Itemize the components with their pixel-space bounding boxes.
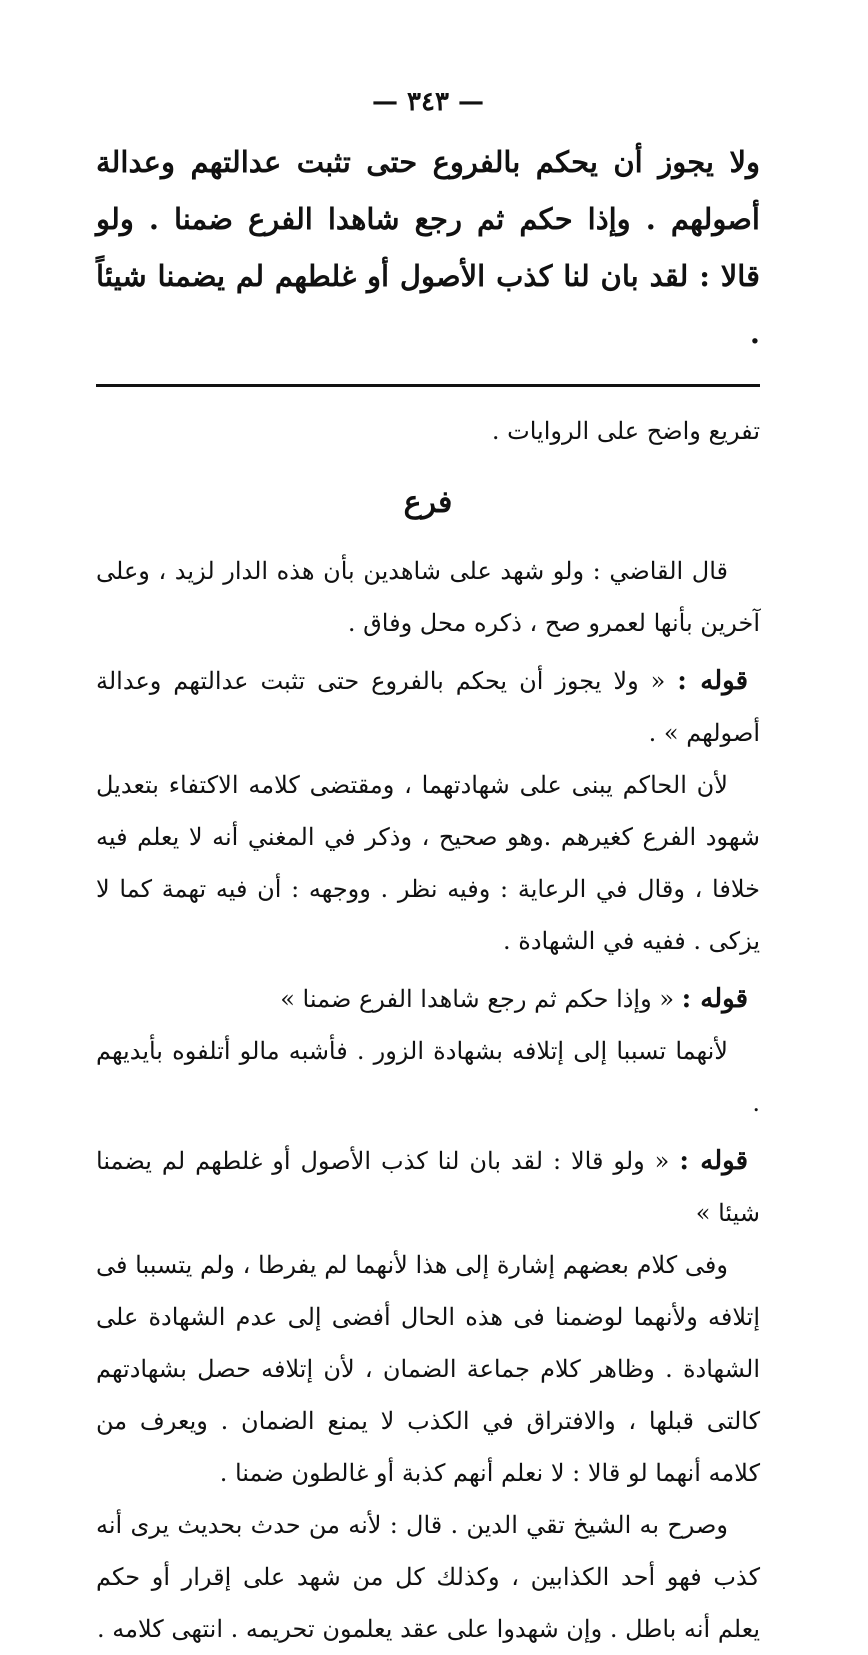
- section-heading: فرع: [403, 485, 453, 520]
- commentary-block: [96, 405, 760, 1655]
- quote-3-text: « ولو قالا : لقد بان لنا كذب الأصول أو غلطهم لم يضمنا شيئا »: [96, 1147, 760, 1227]
- quote-1: [96, 655, 760, 759]
- quote-3-lead: قوله :: [679, 1146, 749, 1176]
- quote-1-commentary: لأن الحاكم يبنى على شهادتهما ، ومقتضى كلامه الاكتفاء بتعديل شهود الفرع كغيرهم .وهو صحيح ، وذكر في المغني أنه لا يعلم فيه خلافا ، وقال في الرعاية : وفيه نظر . ووجهه : أن فيه تهمة كما لا يزكى . ففيه في الشهادة .: [96, 771, 760, 955]
- quote-2: [96, 973, 760, 1025]
- commentary-intro: تفريع واضح على الروايات .: [491, 417, 760, 445]
- far-paragraph: قال القاضي : ولو شهد على شاهدين بأن هذه الدار لزيد ، وعلى آخرين بأنها لعمرو صح ، ذكره محل وفاق .: [96, 557, 760, 637]
- quote-3: [96, 1135, 760, 1239]
- section-divider: [96, 384, 760, 387]
- quote-2-commentary: لأنهما تسببا إلى إتلافه بشهادة الزور . فأشبه مالو أتلفوه بأيديهم .: [96, 1037, 760, 1117]
- quote-2-text: « وإذا حكم ثم رجع شاهدا الفرع ضمنا »: [280, 985, 682, 1013]
- page-number: — ٣٤٣ —: [371, 87, 485, 117]
- quote-3-commentary-continued: وصرح به الشيخ تقي الدين . قال : لأنه من حدث بحديث يرى أنه كذب فهو أحد الكذابين ، وكذلك كل من شهد على إقرار أو حكم يعلم أنه باطل . وإن شهدوا على عقد يعلمون تحريمه . انتهى كلامه .: [96, 1511, 760, 1643]
- quote-2-lead: قوله :: [681, 984, 748, 1014]
- quote-1-lead: قوله :: [677, 666, 748, 696]
- quote-3-commentary: وفى كلام بعضهم إشارة إلى هذا لأنهما لم يفرطا ، ولم يتسببا فى إتلافه ولأنهما لوضمنا فى هذه الحال أفضى إلى عدم الشهادة على الشهادة . وظاهر كلام جماعة الضمان ، لأن إتلافه حصل بشهادتهم كالتى قبلها ، والافتراق في الكذب لا يمنع الضمان . ويعرف من كلامه أنهما لو قالا : لا نعلم أنهم كذبة أو غالطون ضمنا .: [96, 1251, 760, 1487]
- main-text-block: ولا يجوز أن يحكم بالفروع حتى تثبت عدالتهم وعدالة أصولهم . وإذا حكم ثم رجع شاهدا الفرع ضمنا . ولو قالا : لقد بان لنا كذب الأصول أو غلطهم لم يضمنا شيئاً .: [96, 145, 760, 350]
- quote-1-text: « ولا يجوز أن يحكم بالفروع حتى تثبت عدالتهم وعدالة أصولهم » .: [96, 667, 760, 747]
